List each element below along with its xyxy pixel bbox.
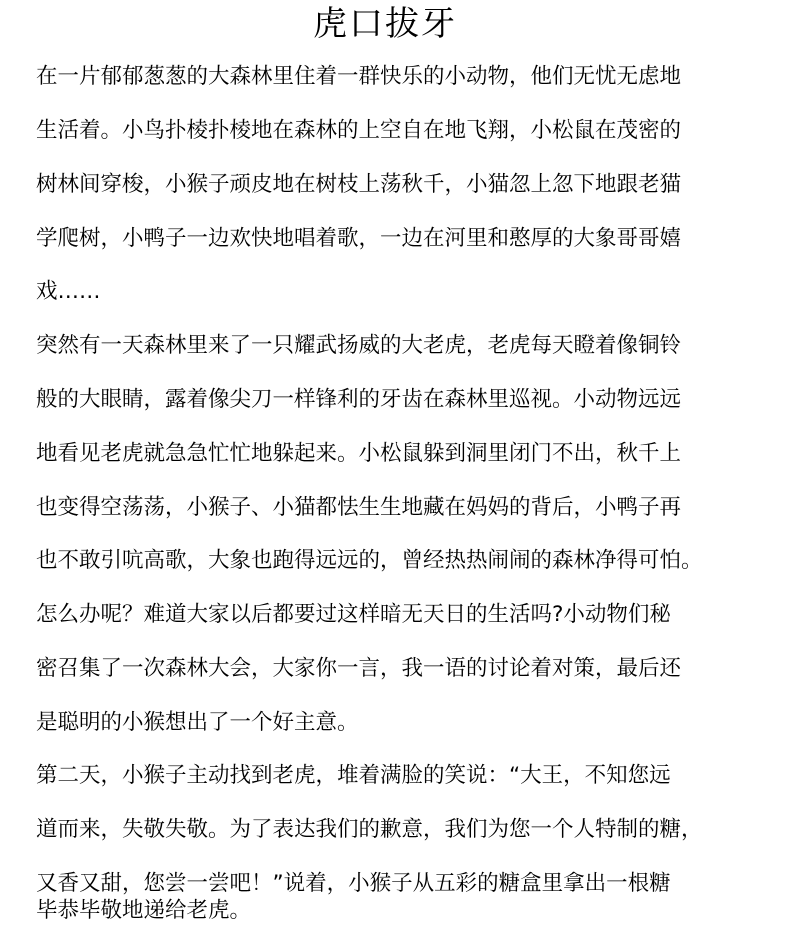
text-line: 怎么办呢？难道大家以后都要过这样暗无天日的生活吗?小动物们秘 (36, 602, 671, 627)
text-line: 毕恭毕敬地递给老虎。 (36, 898, 252, 923)
document-title: 虎口拔牙 (313, 4, 457, 44)
text-line: 树林间穿梭，小猴子顽皮地在树枝上荡秋千，小猫忽上忽下地跟老猫 (36, 172, 682, 197)
text-line: 地看见老虎就急急忙忙地躲起来。小松鼠躲到洞里闭门不出，秋千上 (36, 441, 682, 466)
text-line: 第二天，小猴子主动找到老虎，堆着满脸的笑说：“大王，不知您远 (36, 763, 671, 788)
text-line: 密召集了一次森林大会，大家你一言，我一语的讨论着对策，最后还 (36, 656, 682, 681)
text-line: 道而来，失敬失敬。为了表达我们的歉意，我们为您一个人特制的糖， (36, 817, 703, 842)
text-line: 又香又甜，您尝一尝吧！”说着，小猴子从五彩的糖盒里拿出一根糖 (36, 871, 671, 896)
text-line: 是聪明的小猴想出了一个好主意。 (36, 710, 359, 735)
text-line: 也变得空荡荡，小猴子、小猫都怯生生地藏在妈妈的背后，小鸭子再 (36, 495, 682, 520)
text-line: 般的大眼睛，露着像尖刀一样锋利的牙齿在森林里巡视。小动物远远 (36, 387, 682, 412)
text-line: 学爬树，小鸭子一边欢快地唱着歌，一边在河里和憨厚的大象哥哥嬉 (36, 226, 682, 251)
text-line: 生活着。小鸟扑棱扑棱地在森林的上空自在地飞翔，小松鼠在茂密的 (36, 118, 682, 143)
text-line: 也不敢引吭高歌，大象也跑得远远的，曾经热热闹闹的森林净得可怕。 (36, 548, 703, 573)
text-line: 突然有一天森林里来了一只耀武扬威的大老虎，老虎每天瞪着像铜铃 (36, 333, 682, 358)
text-line: 在一片郁郁葱葱的大森林里住着一群快乐的小动物，他们无忧无虑地 (36, 64, 682, 89)
text-line: 戏…… (36, 279, 101, 304)
